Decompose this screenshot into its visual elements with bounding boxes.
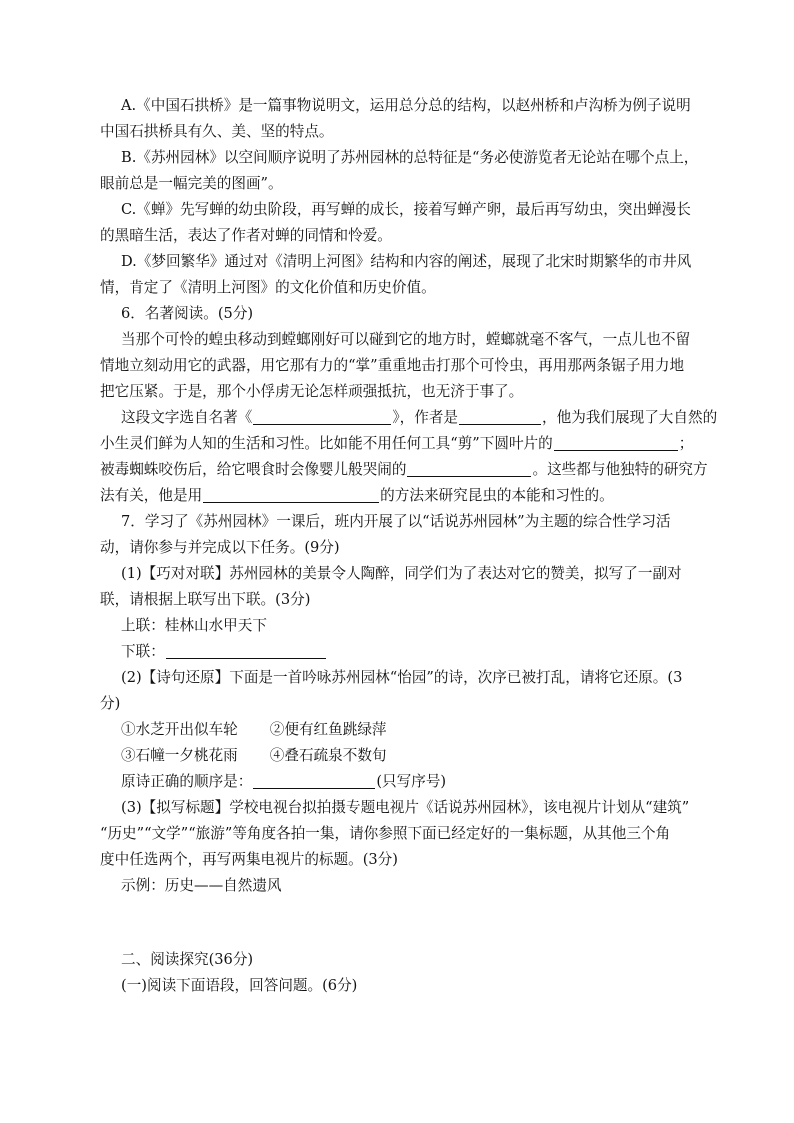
method-blank[interactable] <box>203 487 379 503</box>
lower-couplet-blank[interactable] <box>166 643 326 659</box>
lower-couplet <box>100 639 720 665</box>
q7-title-line2: 动，请你参与并完成以下任务。(9分) <box>100 539 340 556</box>
option-b-line2: 眼前总是一幅完美的图画”。 <box>100 175 283 192</box>
q6-text: 这段文字选自名著《 <box>121 409 253 426</box>
verse-3: ③石幢一夕桃花雨 <box>121 747 238 764</box>
q6-fill-line3 <box>100 457 720 483</box>
q6-title: 6．名著阅读。(5分) <box>121 305 254 322</box>
q6-passage-line3: 把它压紧。于是，那个小俘虏无论怎样顽强抵抗，也无济于事了。 <box>100 383 524 400</box>
q6-text: ； <box>678 435 694 452</box>
poem-order-note: (只写序号) <box>376 773 447 790</box>
option-c-line1: C.《蝉》先写蝉的幼虫阶段，再写蝉的成长，接着写蝉产卵，最后再写幼虫，突出蝉漫长 <box>121 201 691 218</box>
q6-text: 小生灵们鲜为人知的生活和习性。比如能不用任何工具“剪”下圆叶片的 <box>100 435 553 452</box>
title-example: 示例：历史——自然遗风 <box>121 877 282 894</box>
q7-title-line1: 7．学习了《苏州园林》一课后，班内开展了以“话说苏州园林”为主题的综合性学习活 <box>121 513 671 530</box>
q6-fill-line4 <box>100 483 720 509</box>
q6-passage-line2: 情地立刻动用它的武器，用它那有力的“掌”重重地击打那个可怜虫，再用那两条锯子用力地 <box>100 357 685 374</box>
q7-sub2-line2: 分) <box>100 695 121 712</box>
option-b-line1: B.《苏州园林》以空间顺序说明了苏州园林的总特征是“务必使游览者无论站在哪个点上， <box>121 149 699 166</box>
q7-sub3-line3: 度中任选两个，再写两集电视片的标题。(3分) <box>100 851 398 868</box>
insect-blank-1[interactable] <box>554 435 678 451</box>
poem-verses-row1 <box>100 717 720 743</box>
author-blank[interactable] <box>459 409 541 425</box>
verse-2: ②便有红鱼跳绿萍 <box>269 721 387 738</box>
poem-verses-row2 <box>100 743 720 769</box>
book-title-blank[interactable] <box>253 409 391 425</box>
q6-text: 》，作者是 <box>392 409 459 426</box>
q6-text: 。这些都与他独特的研究方 <box>532 461 708 478</box>
option-d-line1: D.《梦回繁华》通过对《清明上河图》结构和内容的阐述，展现了北宋时期繁华的市井风 <box>121 253 692 270</box>
q7-sub1-line1: (1)【巧对对联】苏州园林的美景令人陶醉，同学们为了表达对它的赞美，拟写了一副对 <box>121 565 682 582</box>
option-a-line1: A.《中国石拱桥》是一篇事物说明文，运用总分总的结构，以赵州桥和卢沟桥为例子说明 <box>121 97 691 114</box>
option-a-line2: 中国石拱桥具有久、美、坚的特点。 <box>100 123 334 140</box>
q6-text: 法有关，他是用 <box>100 487 203 504</box>
q7-sub3-line1: (3)【拟写标题】学校电视台拟拍摄专题电视片《话说苏州园林》，该电视片计划从“建筑” <box>121 799 690 816</box>
option-c-line2: 的黑暗生活，表达了作者对蝉的同情和怜爱。 <box>100 227 392 244</box>
upper-couplet: 上联：桂林山水甲天下 <box>121 617 267 634</box>
section2-subtitle: (一)阅读下面语段，回答问题。(6分) <box>121 977 358 994</box>
insect-blank-2[interactable] <box>407 461 531 477</box>
q6-text: ，他为我们展现了大自然的 <box>542 409 718 426</box>
q6-text: 被毒蜘蛛咬伤后，给它喂食时会像婴儿般哭闹的 <box>100 461 407 478</box>
exam-page <box>100 93 720 999</box>
poem-order-blank[interactable] <box>253 773 375 789</box>
q6-text: 的方法来研究昆虫的本能和习性的。 <box>380 487 614 504</box>
section2-title: 二、阅读探究(36分) <box>121 951 254 968</box>
lower-couplet-label: 下联： <box>121 643 165 660</box>
poem-order <box>100 769 720 795</box>
q7-sub2-line1: (2)【诗句还原】下面是一首吟咏苏州园林“怡园”的诗，次序已被打乱，请将它还原。(3 <box>121 669 683 686</box>
verse-4: ④叠石疏泉不数旬 <box>269 747 387 764</box>
option-d-line2: 情，肯定了《清明上河图》的文化价值和历史价值。 <box>100 279 436 296</box>
poem-order-label: 原诗正确的顺序是： <box>121 773 253 790</box>
q7-sub1-line2: 联，请根据上联写出下联。(3分) <box>100 591 311 608</box>
q6-fill-line1 <box>100 405 720 431</box>
q7-sub3-line2: “历史”“文学”“旅游”等角度各拍一集，请你参照下面已经定好的一集标题，从其他三个角 <box>100 825 671 842</box>
q6-fill-line2 <box>100 431 720 457</box>
q6-passage-line1: 当那个可怜的蝗虫移动到螳螂刚好可以碰到它的地方时，螳螂就毫不客气，一点儿也不留 <box>121 331 691 348</box>
verse-1: ①水芝开出似车轮 <box>121 721 238 738</box>
